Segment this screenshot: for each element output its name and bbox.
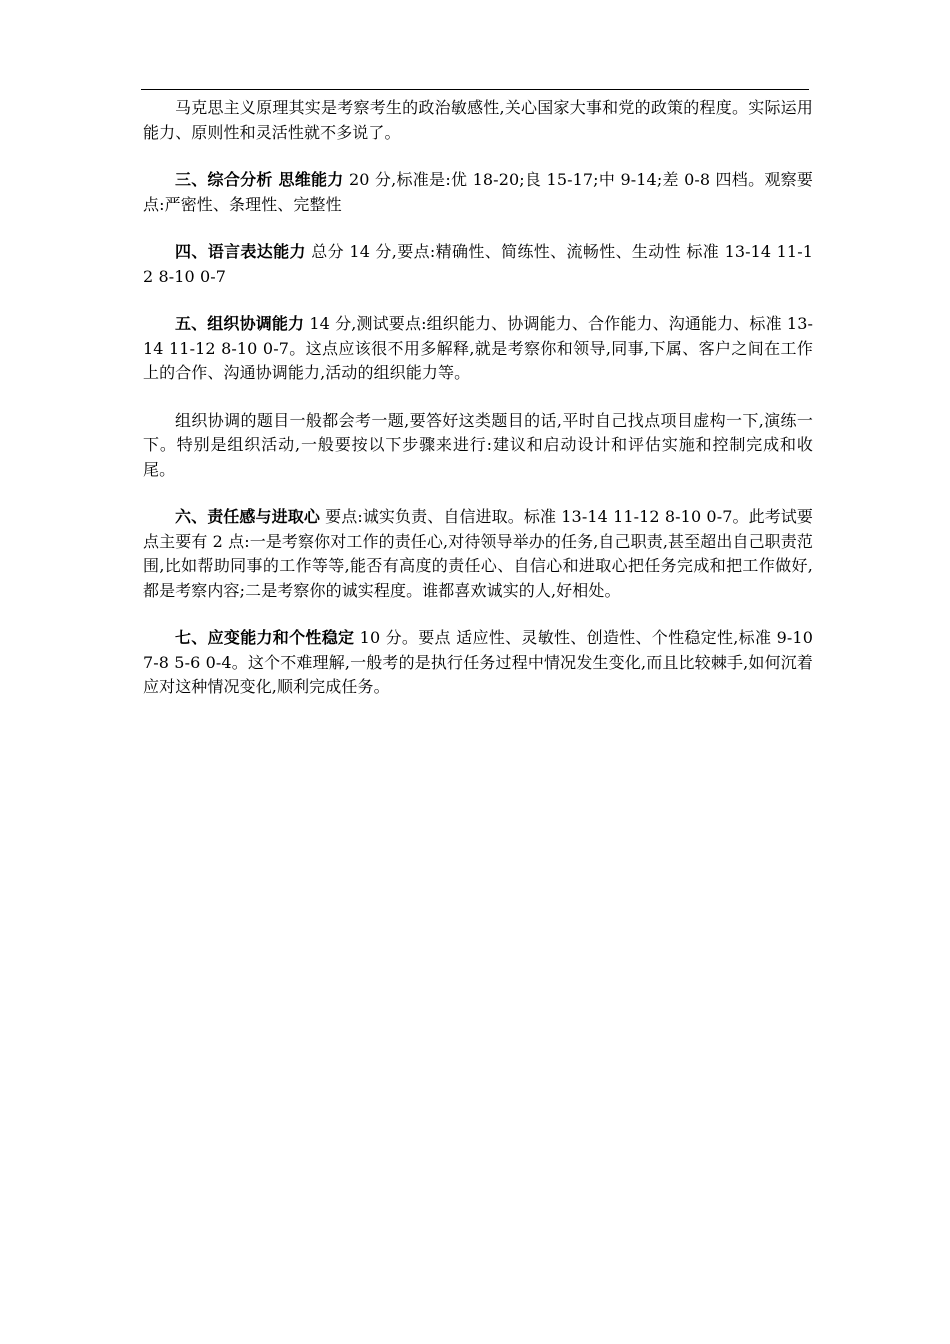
paragraph-text: 20 分,标准是:优 18-20;良 15-17;中 9-14;差 0-8 四档。观察要点:严密性、条理性、完整性 [143, 170, 814, 214]
paragraph-intro [143, 96, 813, 145]
paragraph-text: 组织协调的题目一般都会考一题,要答好这类题目的话,平时自己找点项目虚构一下,演练一下。特别是组织活动,一般要按以下步骤来进行:建议和启动设计和评估实施和控制完成和收尾。 [143, 410, 813, 479]
paragraph-section-7 [143, 626, 813, 700]
paragraph-text: 14 分,测试要点:组织能力、协调能力、合作能力、沟通能力、标准 13-14 11-12 8-10 0-7。这点应该很不用多解释,就是考察你和领导,同事,下属、客户之间在工作上的合作、沟通协调能力,活动的组织能力等。 [143, 314, 814, 382]
paragraph-coordination-note [143, 409, 813, 483]
section-heading: 六、责任感与进取心 [175, 507, 320, 526]
section-heading: 七、应变能力和个性稳定 [175, 628, 355, 647]
paragraph-section-3 [143, 168, 813, 217]
section-heading: 五、组织协调能力 [175, 314, 305, 333]
paragraph-text: 10 分。要点 适应性、灵敏性、创造性、个性稳定性,标准 9-10 7-8 5-6 0-4。这个不难理解,一般考的是执行任务过程中情况发生变化,而且比较棘手,如何沉着应对这种情况变化,顺利完成任务。 [143, 628, 813, 696]
section-heading: 三、综合分析 思维能力 [175, 170, 344, 189]
paragraph-section-6 [143, 505, 813, 603]
paragraph-section-5 [143, 312, 813, 386]
paragraph-text: 总分 14 分,要点:精确性、简练性、流畅性、生动性 标准 13-14 11-12 8-10 0-7 [143, 242, 813, 286]
document-body [143, 96, 813, 723]
paragraph-text: 马克思主义原理其实是考察考生的政治敏感性,关心国家大事和党的政策的程度。实际运用能力、原则性和灵活性就不多说了。 [143, 98, 813, 142]
paragraph-section-4 [143, 240, 813, 289]
header-rule [141, 89, 809, 90]
section-heading: 四、语言表达能力 [175, 242, 306, 261]
paragraph-text: 要点:诚实负责、自信进取。标准 13-14 11-12 8-10 0-7。此考试要点主要有 2 点:一是考察你对工作的责任心,对待领导举办的任务,自己职责,甚至超出自己职责范围,比如帮助同事的工作等等,能否有高度的责任心、自信心和进取心把任务完成和把工作做好,都是考察内容;二是考察你的诚实程度。谁都喜欢诚实的人,好相处。 [143, 507, 813, 600]
